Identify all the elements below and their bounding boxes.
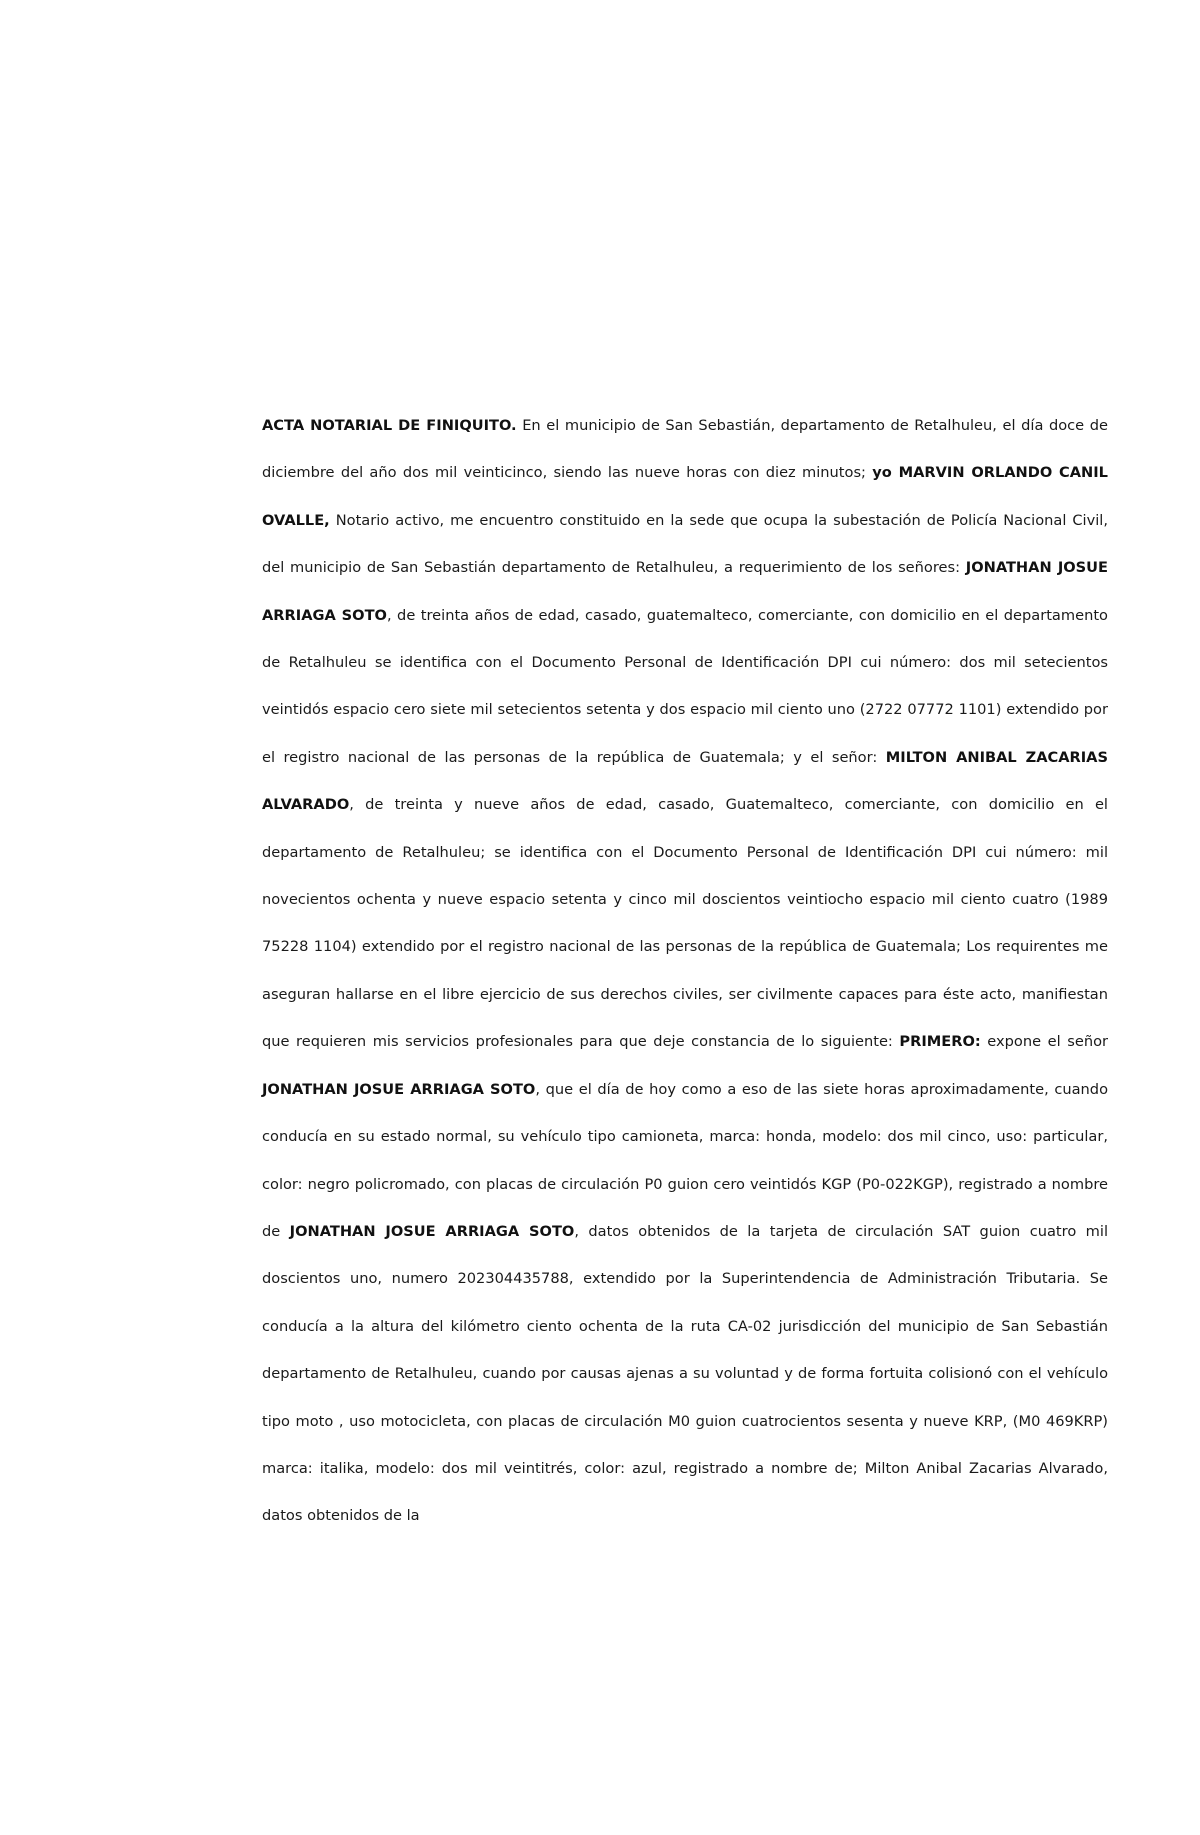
requester-name: JONATHAN JOSUE ARRIAGA SOTO	[289, 1222, 575, 1240]
clause-heading: PRIMERO:	[899, 1033, 981, 1051]
paragraph-text: , datos obtenidos de la tarjeta de circulación SAT guion cuatro mil doscientos uno, numero 202304435788, extendido por la Superintendencia de Administración Tributaria. Se conducía a la altura del kilómetro ciento ochenta de la ruta CA-02 jurisdicción del municipio de San Sebastián departamento de Retalhuleu, cuando por causas ajenas a su voluntad y de forma fortuita colisionó con el vehículo tipo moto , uso motocicleta, con placas de circulación M0 guion cuatrocientos sesenta y nueve KRP, (M0 469KRP) marca: italika, modelo: dos mil veintitrés, color: azul, registrado a nombre de; Milton Anibal Zacarias Alvarado, datos obtenidos de la	[262, 1222, 1108, 1525]
paragraph-text: expone el señor	[980, 1033, 1108, 1051]
paragraph-text: , que el día de hoy como a eso de las siete horas aproximadamente, cuando conducía en su estado normal, su vehículo tipo camioneta, marca: honda, modelo: dos mil cinco, uso: particular, color: negro policromado, con placas de circulación P0 guion cero veintidós KGP (P0-022KGP), registrado a nombre de	[262, 1080, 1108, 1240]
notary-name: yo MARVIN ORLANDO CANIL OVALLE,	[262, 464, 1108, 529]
requester-name: JONATHAN JOSUE ARRIAGA SOTO	[262, 1080, 536, 1098]
paragraph-text: , de treinta y nueve años de edad, casado, Guatemalteco, comerciante, con domicilio en el departamento de Retalhuleu; se identifica con el Documento Personal de Identificación DPI cui número: mil novecientos ochenta y nueve espacio setenta y cinco mil doscientos veintiocho espacio mil ciento cuatro (1989 75228 1104) extendido por el registro nacional de las personas de la república de Guatemala; Los requirentes me aseguran hallarse en el libre ejercicio de sus derechos civiles, ser civilmente capaces para éste acto, manifiestan que requieren mis servicios profesionales para que deje constancia de lo siguiente:	[262, 796, 1108, 1051]
act-title: ACTA NOTARIAL DE FINIQUITO.	[262, 417, 517, 434]
requester-name: MILTON ANIBAL ZACARIAS ALVARADO	[262, 748, 1108, 814]
paragraph-text: Notario activo, me encuentro constituido en la sede que ocupa la subestación de Policía Nacional Civil, del municipio de San Sebastián departamento de Retalhuleu, a requerimiento de los señores:	[262, 511, 1108, 577]
paragraph-text: En el municipio de San Sebastián, departamento de Retalhuleu, el día doce de diciembre del año dos mil veinticinco, siendo las nueve horas con diez minutos;	[262, 417, 1108, 482]
paragraph-text: , de treinta años de edad, casado, guatemalteco, comerciante, con domicilio en el departamento de Retalhuleu se identifica con el Documento Personal de Identificación DPI cui número: dos mil setecientos veintidós espacio cero siete mil setecientos setenta y dos espacio mil ciento uno (2722 07772 1101) extendido por el registro nacional de las personas de la república de Guatemala; y el señor:	[262, 606, 1108, 766]
requester-name: JONATHAN JOSUE ARRIAGA SOTO	[262, 559, 1108, 624]
notarial-act-paragraph	[262, 402, 1108, 1540]
